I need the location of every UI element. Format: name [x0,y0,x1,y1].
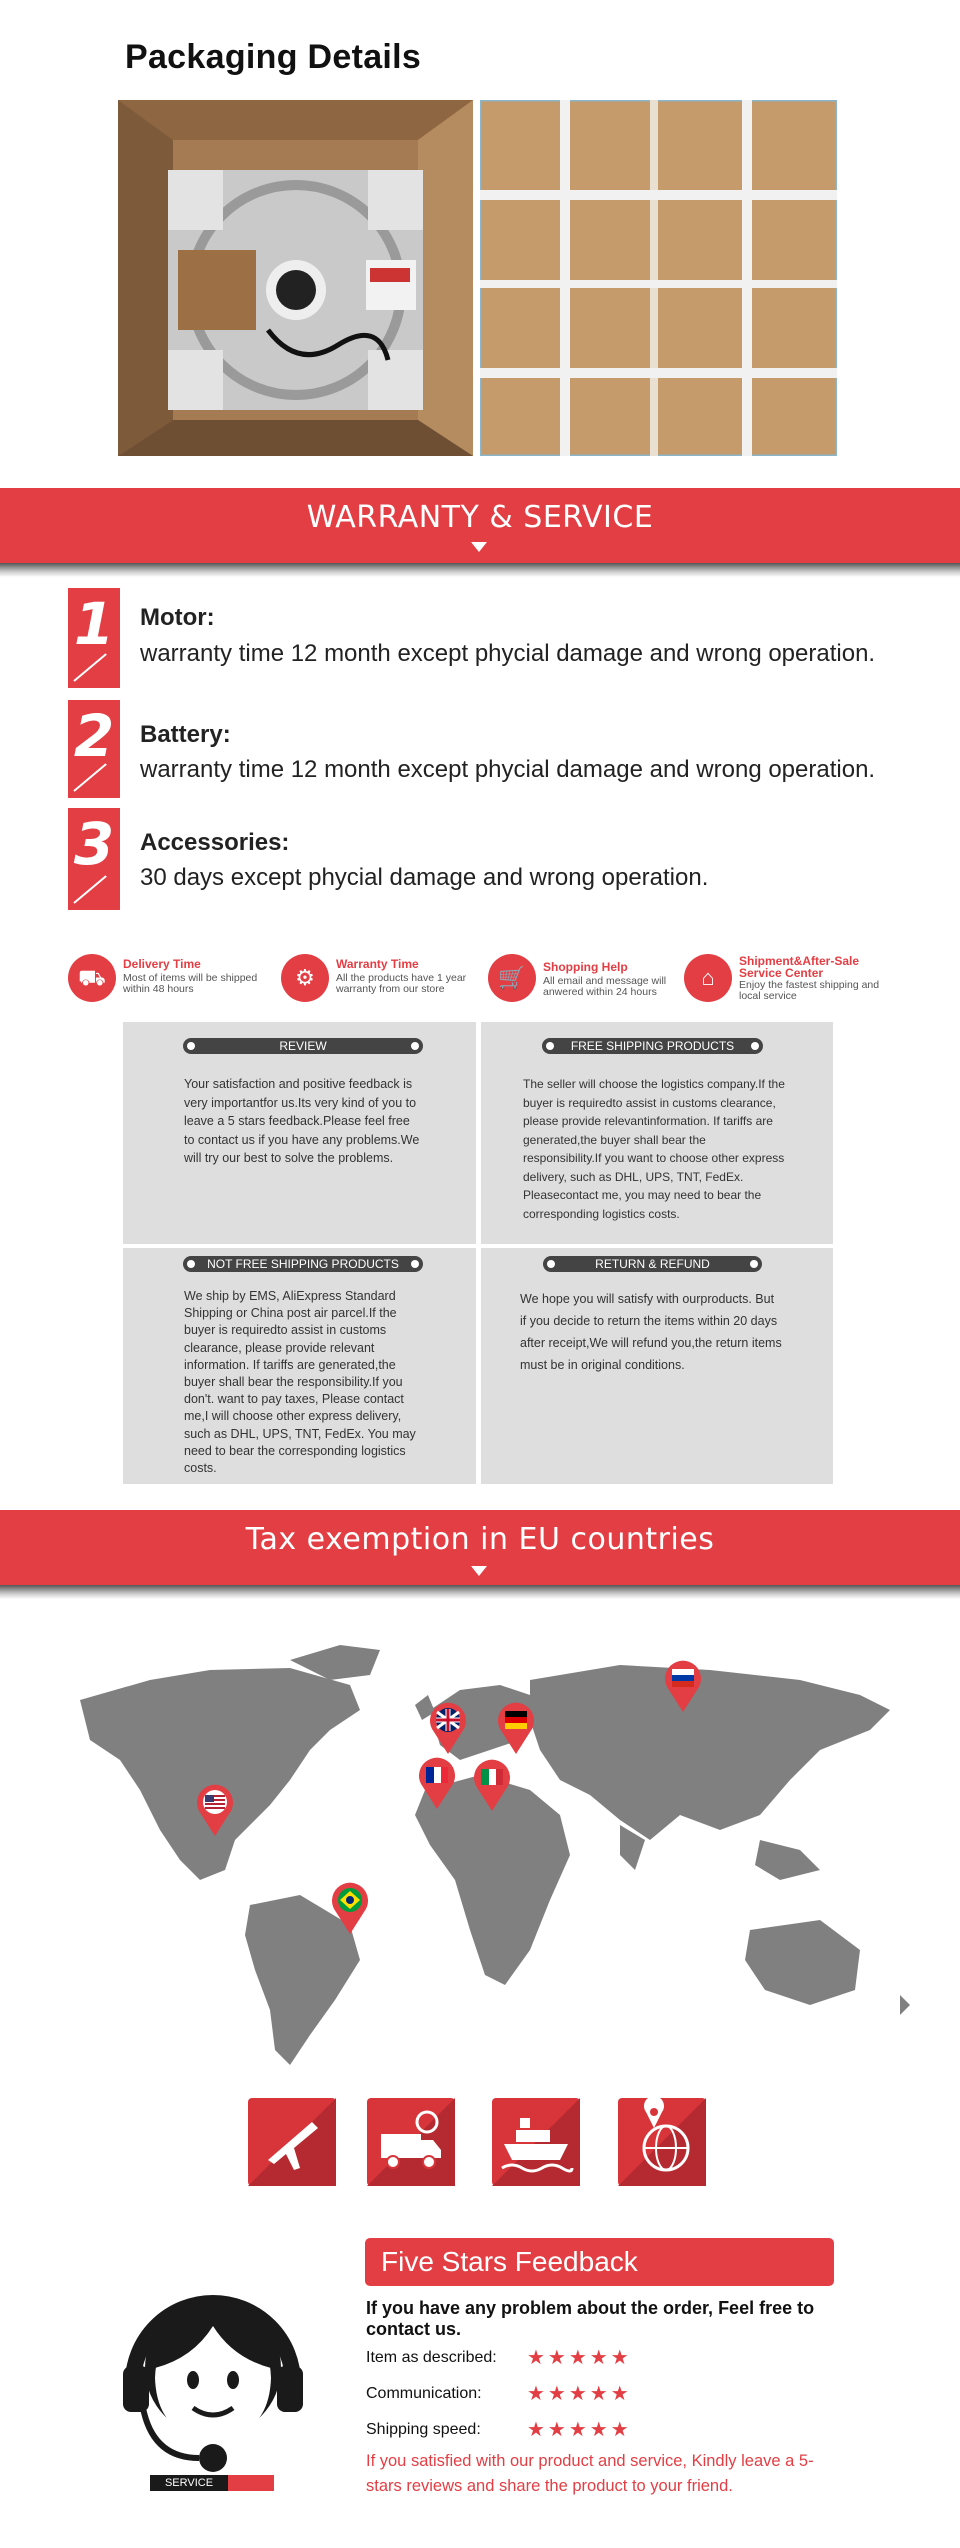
packaging-open-box-photo [118,100,473,456]
airplane-icon [248,2098,336,2186]
service-subtitle: All email and message will [543,975,667,987]
service-subtitle: within 48 hours [123,983,194,995]
service-subtitle: local service [739,990,797,1002]
rating-stars: ★★★★★ [527,2419,632,2441]
review-heading: REVIEW [183,1038,423,1054]
uk-flag-icon [428,1700,468,1754]
customer-service-avatar [113,2248,313,2498]
service-label-badge: SERVICE [150,2475,228,2491]
warranty-item-title: Accessories: [140,829,290,856]
rating-label: Item as described: [366,2349,497,2366]
service-title: Delivery Time [123,957,201,971]
service-subtitle: Most of items will be shipped [123,972,258,984]
service-title: Shopping Help [543,960,628,974]
warranty-banner [0,488,960,564]
tax-banner-title: Tax exemption in EU countries [245,1522,715,1557]
warranty-number-badge [68,808,120,910]
service-subtitle: Enjoy the fastest shipping and [739,979,880,991]
rating-stars: ★★★★★ [527,2383,632,2405]
service-title: Shipment&After-Sale [739,954,860,968]
globe-location-icon [618,2098,706,2186]
service-subtitle: anwered within 24 hours [543,986,657,998]
free-shipping-text: The seller will choose the logistics company.If the buyer is requiredto assist in customs clearance, please provide relevantinformation. If tariffs are generated,the buyer shall bear the responsibility.If you want to choose other express delivery, such as DHL, UPS, TNT, FedEx. Pleasecontact me, you may need to bear the corresponding logistics costs. [523,1077,785,1221]
packaging-title: Packaging Details [125,38,422,76]
warranty-item-title: Battery: [140,721,231,748]
truck-icon: ⛟ [68,954,116,1002]
warranty-number: 1 [73,590,115,658]
delivery-truck-icon [367,2098,455,2186]
not-free-shipping-heading: NOT FREE SHIPPING PRODUCTS [183,1256,423,1272]
warranty-item-text: warranty time 12 month except phycial damage and wrong operation. [140,640,876,667]
rating-label: Shipping speed: [366,2421,481,2438]
warranty-item-title: Motor: [140,604,215,631]
brazil-flag-icon [330,1880,370,1934]
warranty-item-text: warranty time 12 month except phycial damage and wrong operation. [140,756,876,783]
chevron-down-icon [471,542,487,552]
service-label-accent [228,2475,274,2491]
warranty-banner-title: WARRANTY & SERVICE [306,500,654,535]
not-free-shipping-text: We ship by EMS, AliExpress Standard Shipping or China post air parcel.If the buyer is requiredto assist in customs clearance, please provide relevant information. If tariffs are generated,the buyer shall bear the responsibility.If you don't. want to pay taxes, Please contact me,I will choose other express delivery, such as DHL, UPS, TNT, FedEx. You may need to bear the corresponding logistics costs. [184,1289,416,1476]
service-subtitle: All the products have 1 year [336,972,467,984]
gear-icon: ⚙ [281,954,329,1002]
feedback-closing-text: If you satisfied with our product and service, Kindly leave a 5-stars reviews and share the product to your friend. [366,2452,814,2495]
house-icon: ⌂ [684,954,732,1002]
russia-flag-icon [663,1658,703,1712]
warranty-item-text: 30 days except phycial damage and wrong operation. [140,864,709,891]
world-map [60,1640,920,2080]
warranty-number: 3 [73,810,115,878]
france-flag-icon [417,1755,457,1809]
banner-shadow [0,1585,960,1599]
cart-icon: 🛒 [488,954,536,1002]
usa-flag-icon [195,1782,235,1836]
review-text: Your satisfaction and positive feedback is very importantfor us.Its very kind of you to leave a 5 stars feedback.Please feel free to contact us if you have any problems.We will try our best to solve the problems. [184,1077,420,1165]
rating-stars: ★★★★★ [527,2347,632,2369]
warranty-number-badge [68,588,120,688]
chevron-down-icon [471,1566,487,1576]
free-shipping-heading: FREE SHIPPING PRODUCTS [542,1038,763,1054]
service-title: Warranty Time [336,957,419,971]
feedback-intro: If you have any problem about the order, Feel free to contact us. [366,2298,815,2339]
warranty-number: 2 [73,702,115,770]
feedback-header: Five Stars Feedback [365,2238,834,2286]
return-refund-text: We hope you will satisfy with ourproducts. But if you decide to return the items within 20 days after receipt,We will refund you,the return items must be in original conditions. [520,1292,782,1372]
tax-banner [0,1510,960,1586]
packaging-sealed-box-photo [480,100,837,456]
warranty-number-badge [68,700,120,798]
rating-label: Communication: [366,2385,482,2402]
service-subtitle: warranty from our store [336,983,445,995]
cargo-ship-icon [492,2098,580,2186]
banner-shadow [0,563,960,577]
badge-stripe [73,875,106,904]
return-refund-heading: RETURN & REFUND [543,1256,762,1272]
germany-flag-icon [496,1700,536,1754]
service-title-line2: Service Center [739,966,824,980]
italy-flag-icon [472,1757,512,1811]
